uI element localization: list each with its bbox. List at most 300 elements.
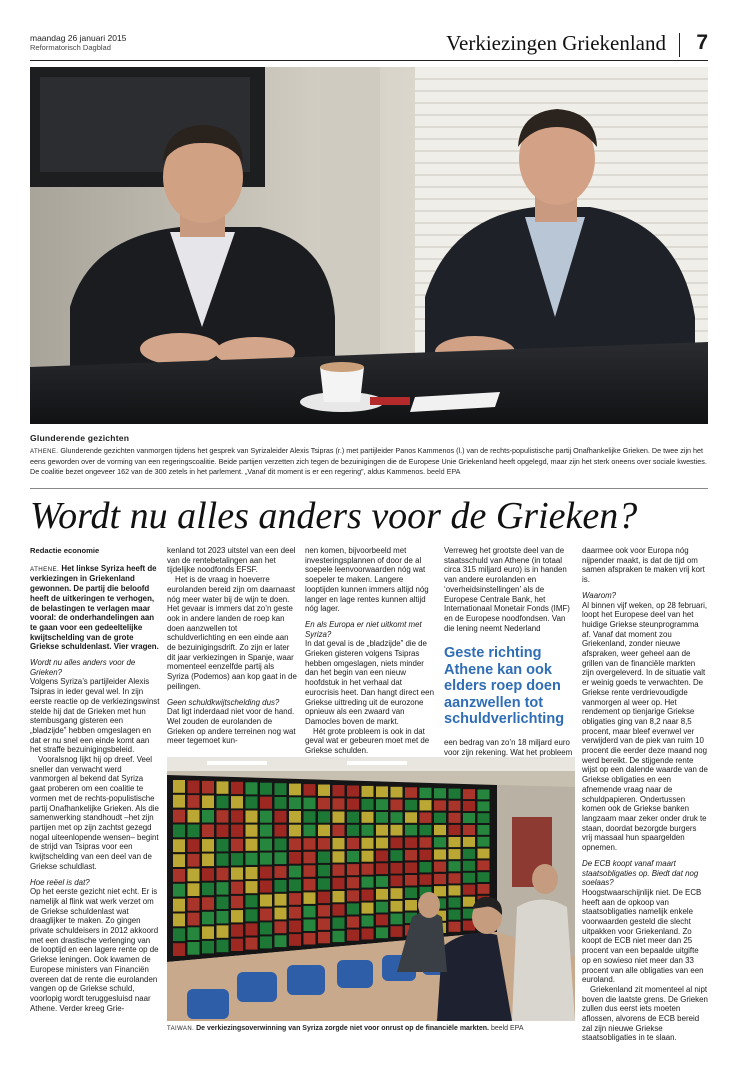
board-cell: [188, 810, 200, 823]
board-cell: [478, 837, 490, 847]
article-column-2: [167, 546, 297, 746]
board-cell: [449, 849, 461, 859]
board-cell: [318, 785, 330, 796]
board-cell: [188, 825, 200, 838]
board-cell: [304, 906, 316, 918]
board-cell: [246, 825, 258, 837]
board-cell: [333, 838, 345, 849]
question-2: Hoe reëel is dat?: [30, 877, 90, 887]
top-caption-place: ATHENE.: [30, 448, 59, 455]
board-cell: [260, 839, 272, 851]
board-cell: [391, 800, 403, 811]
board-cell: [362, 838, 374, 849]
board-cell: [391, 825, 403, 836]
board-cell: [260, 936, 272, 948]
board-cell: [333, 812, 345, 823]
board-cell: [217, 897, 229, 909]
board-cell: [231, 853, 243, 865]
paragraph: Het is de vraag in hoeverre eurolanden bereid zijn om daarnaast nóg meer water bij de wijn te doen. Het gevaar is immers dat zo’n geste ook in andere landen de roep kan doen aanzwellen tot schuldverlichting en een einde aan de bezuinigingsdrift. Zo zijn er later dit jaar verkiezingen in Spanje, waar momenteel eenzelfde partij als Syriza (Podemos) aan kop gaat in de peilingen.: [167, 575, 297, 691]
board-cell: [318, 838, 330, 849]
board-cell: [376, 902, 388, 913]
board-cell: [217, 810, 229, 822]
board-cell: [347, 825, 359, 836]
board-cell: [231, 825, 243, 837]
board-cell: [173, 884, 185, 897]
board-cell: [434, 874, 446, 884]
board-cell: [434, 837, 446, 847]
board-cell: [202, 926, 214, 939]
board-cell: [405, 787, 417, 798]
board-cell: [347, 877, 359, 888]
board-cell: [202, 796, 214, 809]
board-cell: [173, 839, 185, 852]
board-cell: [347, 930, 359, 941]
board-cell: [275, 894, 287, 906]
board-cell: [289, 907, 301, 919]
board-cell: [333, 891, 345, 902]
board-cell: [231, 910, 243, 922]
paragraph: Vooralsnog lijkt hij op dreef. Veel sneller dan verwacht werd vanmorgen al bekend dat Syriza gaat proberen om een coalitie te vormen met de rechts-populistische partij Onafhankelijke Grieken. Als die samenwerking standhoudt –het zijn partijen met op zijn zachtst gezegd nogal uiteenlopende wensen– begint de strijd van Tsipras voor een kwijtschelding van een deel van de Griekse schuldlast.: [30, 755, 159, 871]
board-cell: [202, 941, 214, 954]
board-cell: [347, 890, 359, 901]
board-cell: [449, 801, 461, 811]
board-cell: [304, 892, 316, 904]
board-cell: [173, 854, 185, 867]
board-cell: [463, 849, 475, 859]
board-cell: [231, 939, 243, 951]
board-cell: [449, 922, 461, 932]
board-cell: [173, 914, 185, 927]
board-cell: [362, 929, 374, 940]
section-title: Verkiezingen Griekenland: [446, 31, 666, 55]
board-cell: [391, 787, 403, 798]
board-cell: [304, 784, 316, 796]
dateline-place: ATHENE.: [30, 565, 60, 573]
board-cell: [289, 852, 301, 864]
board-cell: [217, 853, 229, 865]
board-cell: [347, 838, 359, 849]
board-cell: [391, 888, 403, 899]
board-cell: [405, 837, 417, 848]
board-cell: [217, 781, 229, 793]
board-cell: [405, 900, 417, 911]
board-cell: [217, 868, 229, 880]
board-cell: [289, 838, 301, 850]
board-cell: [347, 917, 359, 928]
board-cell: [420, 850, 432, 860]
board-cell: [347, 786, 359, 797]
bottom-caption-place: TAIWAN.: [167, 1026, 195, 1032]
board-cell: [376, 812, 388, 823]
board-cell: [405, 825, 417, 836]
paragraph: Griekenland zit momenteel al nipt boven die laatste grens. De Grieken zullen dus eerst iets moeten aflossen, alvorens de ECB bereid zal zijn nieuwe Griekse staatsobligaties in te slaan.: [582, 984, 708, 1043]
board-cell: [173, 810, 185, 823]
question-5: Waarom?: [582, 590, 617, 600]
article-headline: Wordt nu alles anders voor de Grieken?: [30, 495, 638, 537]
board-cell: [246, 796, 258, 808]
board-cell: [318, 878, 330, 889]
board-cell: [304, 933, 316, 945]
board-cell: [449, 873, 461, 883]
board-cell: [362, 864, 374, 875]
board-cell: [217, 796, 229, 808]
paragraph: Verreweg het grootste deel van de staatsschuld van Athene (in totaal circa 315 miljard euro) is in handen van andere eurolanden en ‘overheidsinstellingen’ als de Europese Centrale Bank, het Internationaal Monetair Fonds (IMF) en de Europese noodfondsen. Van die lening neemt Nederland: [444, 546, 570, 633]
board-cell: [318, 825, 330, 836]
board-cell: [333, 785, 345, 796]
board-cell: [217, 882, 229, 894]
board-cell: [246, 909, 258, 921]
board-cell: [188, 942, 200, 955]
board-cell: [478, 849, 490, 859]
board-cell: [260, 909, 272, 921]
lead-paragraph: [30, 564, 160, 652]
board-cell: [478, 872, 490, 882]
board-cell: [405, 888, 417, 899]
board-cell: [333, 825, 345, 836]
board-cell: [289, 893, 301, 905]
board-cell: [202, 839, 214, 852]
board-cell: [231, 810, 243, 822]
board-cell: [376, 876, 388, 887]
board-cell: [376, 838, 388, 849]
board-cell: [362, 877, 374, 888]
issue-date: maandag 26 januari 2015: [30, 33, 127, 43]
board-cell: [405, 875, 417, 886]
board-cell: [304, 811, 316, 823]
board-cell: [420, 837, 432, 847]
board-cell: [260, 783, 272, 795]
board-cell: [260, 922, 272, 934]
board-cell: [449, 910, 461, 920]
paragraph: Al binnen vijf weken, op 28 februari, loopt het Europese deel van het huidige Griekse steunprogramma af. Vanaf dat moment zou Griekenland, zonder nieuwe afspraken, weer geheel aan de grillen van de financiële markten zijn overgeleverd. In de situatie valt er weinig goeds te verwachten. De Griekse rente verdrievoudigde vanmorgen al weer op. Het rendement op tienjarige Griekse obligaties ging van 8,2 naar 8,5 procent, maar bleef evenwel ver verwijderd van de piek van ruim 10 procent die eerder deze maand nog werd bereikt. De stijgende rente wijst op een dalende waarde van de Griekse obligaties en een afnemende vraag naar de schuldpapieren. Ondertussen komen ook de Griekse banken langzaam maar zeker onder druk te staan, doordat bezorgde burgers vrij massaal hun spaargelden opnemen.: [582, 600, 708, 853]
board-cell: [202, 912, 214, 925]
board-cell: [463, 813, 475, 823]
paragraph: Hét grote probleem is ook in dat geval wat er gebeuren moet met de Griekse schulden.: [305, 726, 430, 756]
board-cell: [478, 790, 490, 800]
board-cell: [333, 931, 345, 942]
board-cell: [188, 781, 200, 794]
board-cell: [188, 869, 200, 882]
board-cell: [362, 851, 374, 862]
bottom-photo-caption: [167, 1024, 575, 1034]
board-cell: [420, 874, 432, 884]
board-cell: [391, 876, 403, 887]
top-caption-text: Glunderende gezichten vanmorgen tijdens het gesprek van Syrizaleider Alexis Tsipras (r.) met partijleider Panos Kammenos (l.) van de rechts-populistische partij Onafhankelijke Grieken. De twee zijn het eens geworden over de vorming van een regeringscoalitie. Beide partijen verzetten zich tegen de bezuinigingen die de Europese Unie Griekenland heeft opgelegd, maar zijn het sterk oneens over sociale kwesties. De coalitie bezet ongeveer 162 van de 300 zetels in het parlement. „Vanaf dit moment is er een regering”, aldus Kammenos.: [30, 445, 707, 476]
board-cell: [275, 852, 287, 864]
board-cell: [420, 862, 432, 872]
board-cell: [275, 921, 287, 933]
board-cell: [202, 897, 214, 910]
board-cell: [420, 788, 432, 798]
board-cell: [391, 926, 403, 937]
board-cell: [260, 895, 272, 907]
board-cell: [202, 854, 214, 867]
board-cell: [188, 883, 200, 896]
lead-text: Het linkse Syriza heeft de verkiezingen in Griekenland gewonnen. De partij die beloofd heeft de uitkeringen te verhogen, de belastingen te verlagen maar vooral: de onderhandelingen aan te gaan voor een gedeeltelijke kwijtschelding van de grote Griekse schuldenlast. Vier vragen.: [30, 563, 159, 652]
top-photo-caption: [30, 434, 708, 476]
board-cell: [463, 789, 475, 799]
board-cell: [463, 885, 475, 895]
board-cell: [304, 879, 316, 891]
board-cell: [420, 813, 432, 823]
board-cell: [260, 881, 272, 893]
board-cell: [362, 916, 374, 927]
board-cell: [434, 800, 446, 810]
board-cell: [449, 898, 461, 908]
board-cell: [463, 825, 475, 835]
board-cell: [405, 800, 417, 811]
board-cell: [289, 797, 301, 809]
board-cell: [434, 849, 446, 859]
board-cell: [188, 927, 200, 940]
board-cell: [231, 924, 243, 936]
article-column-5: [582, 546, 708, 1043]
board-cell: [478, 801, 490, 811]
board-cell: [260, 811, 272, 823]
board-cell: [231, 796, 243, 808]
board-cell: [362, 786, 374, 797]
board-cell: [318, 798, 330, 809]
top-caption-title: Glunderende gezichten: [30, 433, 130, 443]
board-cell: [376, 863, 388, 874]
board-cell: [246, 853, 258, 865]
board-cell: [405, 850, 417, 861]
board-cell: [202, 781, 214, 794]
paragraph: een bedrag van zo’n 18 miljard euro voor zijn rekening. Wat het probleem: [444, 737, 573, 757]
board-cell: [304, 920, 316, 932]
board-cell: [173, 780, 185, 793]
board-cell: [260, 825, 272, 837]
board-cell: [478, 813, 490, 823]
board-cell: [173, 795, 185, 808]
board-cell: [420, 825, 432, 835]
board-cell: [173, 943, 185, 956]
board-cell: [231, 839, 243, 851]
board-cell: [463, 801, 475, 811]
board-cell: [434, 813, 446, 823]
board-cell: [318, 905, 330, 916]
board-cell: [173, 899, 185, 912]
board-cell: [405, 812, 417, 823]
board-cell: [362, 825, 374, 836]
board-cell: [333, 918, 345, 929]
article-column-1: [30, 546, 160, 1013]
stock-board-photo-illustration: [167, 757, 575, 1021]
board-cell: [376, 825, 388, 836]
board-cell: [231, 896, 243, 908]
board-cell: [478, 884, 490, 894]
board-cell: [246, 811, 258, 823]
board-cell: [391, 850, 403, 861]
board-cell: [246, 782, 258, 794]
board-cell: [260, 867, 272, 879]
board-cell: [463, 873, 475, 883]
board-cell: [463, 837, 475, 847]
board-cell: [434, 886, 446, 896]
board-cell: [478, 825, 490, 835]
board-cell: [231, 782, 243, 794]
board-cell: [376, 915, 388, 926]
board-cell: [376, 927, 388, 938]
board-cell: [318, 865, 330, 876]
board-cell: [173, 869, 185, 882]
board-cell: [246, 938, 258, 950]
question-3: Geen schuldkwijtschelding dus?: [167, 697, 280, 707]
board-cell: [347, 812, 359, 823]
paragraph: Op het eerste gezicht niet echt. Er is namelijk al flink wat werk verzet om de Griekse schuldenlast wat draaglijker te maken. Zo gingen private schuldeisers in 2012 akkoord met een drastische verlenging van de looptijd en een lagere rente op de Griekse leningen. Ook kwamen de Europese ministers van Financiën overeen dat de rente die eurolanden vangen op de Griekse schuld, voorlopig wordt teruggesluisd naar Athene. Verder kreeg Grie-: [30, 887, 159, 1013]
board-cell: [188, 795, 200, 808]
board-cell: [275, 797, 287, 809]
board-cell: [231, 867, 243, 879]
question-6: De ECB koopt vanaf maart staatsobligaties op. Biedt dat nog soelaas?: [582, 858, 699, 888]
board-cell: [246, 895, 258, 907]
board-cell: [304, 865, 316, 877]
board-cell: [449, 861, 461, 871]
paragraph: Volgens Syriza’s partijleider Alexis Tsipras in ieder geval wel. In zijn eerste reactie op de verkiezingswinst stelde hij dat de Grieken met hun stembusgang gisteren een „bladzijde” hebben omgeslagen en dat er nu snel een einde komt aan het straffe bezuinigingsbeleid.: [30, 677, 160, 755]
article-column-4: [444, 546, 576, 767]
board-cell: [391, 812, 403, 823]
board-cell: [217, 911, 229, 923]
board-cell: [391, 863, 403, 874]
pull-quote: Geste richting Athene kan ook elders roep doen aanzwellen tot schuldverlichting: [444, 645, 565, 728]
board-cell: [347, 903, 359, 914]
board-cell: [362, 903, 374, 914]
board-cell: [333, 851, 345, 862]
board-cell: [362, 890, 374, 901]
bottom-caption-text: De verkiezingsoverwinning van Syriza zorgde niet voor onrust op de financiële markten.: [194, 1025, 489, 1032]
board-cell: [289, 934, 301, 946]
board-cell: [202, 883, 214, 896]
board-cell: [449, 837, 461, 847]
board-cell: [289, 811, 301, 823]
board-cell: [173, 825, 185, 838]
paragraph: Dat ligt inderdaad niet voor de hand. Wel zouden de eurolanden de Grieken op andere terreinen nog wat meer tegemoet kun-: [167, 707, 296, 746]
board-cell: [434, 788, 446, 798]
board-cell: [275, 783, 287, 795]
board-cell: [202, 868, 214, 881]
board-cell: [362, 812, 374, 823]
article-column-3: [305, 546, 437, 756]
board-cell: [376, 799, 388, 810]
board-cell: [449, 885, 461, 895]
board-cell: [275, 839, 287, 851]
board-cell: [391, 914, 403, 925]
board-cell: [289, 784, 301, 796]
board-cell: [260, 797, 272, 809]
board-cell: [231, 882, 243, 894]
board-cell: [318, 919, 330, 930]
board-cell: [246, 867, 258, 879]
board-cell: [246, 923, 258, 935]
board-cell: [376, 786, 388, 797]
board-cell: [275, 825, 287, 837]
board-cell: [289, 866, 301, 878]
board-cell: [275, 880, 287, 892]
board-cell: [188, 913, 200, 926]
top-photo: [30, 67, 708, 424]
board-cell: [376, 851, 388, 862]
board-cell: [333, 904, 345, 915]
board-cell: [217, 839, 229, 851]
newspaper-name: Reformatorisch Dagblad: [30, 43, 111, 52]
board-cell: [333, 798, 345, 809]
board-cell: [391, 901, 403, 912]
board-cell: [202, 810, 214, 823]
board-cell: [217, 925, 229, 937]
board-cell: [275, 866, 287, 878]
board-cell: [246, 881, 258, 893]
board-cell: [289, 879, 301, 891]
board-cell: [463, 897, 475, 907]
board-cell: [275, 811, 287, 823]
board-cell: [275, 908, 287, 920]
board-cell: [188, 898, 200, 911]
board-cell: [347, 864, 359, 875]
board-cell: [289, 921, 301, 933]
board-cell: [449, 813, 461, 823]
bottom-photo: [167, 757, 575, 1021]
board-cell: [173, 928, 185, 941]
top-caption-credit: beeld EPA: [425, 466, 461, 476]
meeting-photo-illustration: [30, 67, 708, 424]
paragraph: daarmee ook voor Europa nóg nijpender maakt, is dat de tijd om samen afspraken te maken vrij kort is.: [582, 546, 705, 585]
board-cell: [318, 932, 330, 943]
board-cell: [217, 940, 229, 952]
board-cell: [304, 798, 316, 810]
board-cell: [391, 838, 403, 849]
board-cell: [202, 825, 214, 838]
masthead: [30, 33, 708, 61]
board-cell: [376, 889, 388, 900]
board-cell: [188, 854, 200, 867]
board-cell: [304, 838, 316, 850]
headline-rule: [30, 488, 708, 489]
paragraph: Hoogstwaarschijnlijk niet. De ECB heeft aan de opkoop van staatsobligaties namelijk enkele voorwaarden gesteld die slecht uitpakken voor Griekenland. Zo koopt de ECB niet meer dan 25 procent van een bepaalde uitgifte op en sowieso niet meer dan 33 procent van alle obligaties van een euroland.: [582, 887, 704, 985]
paragraph: kenland tot 2023 uitstel van een deel van de rentebetalingen aan het tijdelijke noodfonds EFSF.: [167, 546, 296, 575]
page-number: 7: [696, 31, 708, 54]
board-cell: [318, 811, 330, 822]
question-1: Wordt nu alles anders voor de Grieken?: [30, 658, 136, 677]
board-cell: [217, 825, 229, 837]
board-cell: [304, 825, 316, 837]
board-cell: [449, 825, 461, 835]
board-cell: [420, 800, 432, 810]
board-cell: [275, 935, 287, 947]
board-cell: [478, 860, 490, 870]
paragraph: In dat geval is de „bladzijde” die de Grieken gisteren volgens Tsipras hebben omgeslagen, niets minder dan het begin van een nieuw hoofdstuk in het verhaal dat eurocrisis heet. Dan hangt direct een Griekse uittreding uit de eurozone opnieuw als een zwaard van Damocles boven de markt.: [305, 639, 434, 726]
question-4: En als Europa er niet uitkomt met Syriza?: [305, 619, 422, 639]
bottom-caption-credit: beeld EPA: [489, 1025, 524, 1032]
board-cell: [347, 799, 359, 810]
paragraph: nen komen, bijvoorbeeld met investeringsplannen of door de al soepele leenvoorwaarden nóg wat soepeler te maken. Langere looptijden kunnen immers altijd nóg langer en lage rentes kunnen altijd nóg lager.: [305, 546, 429, 614]
board-cell: [333, 865, 345, 876]
board-cell: [318, 852, 330, 863]
board-cell: [362, 799, 374, 810]
board-cell: [246, 839, 258, 851]
board-cell: [463, 861, 475, 871]
byline: Redactie economie: [30, 546, 100, 555]
board-cell: [318, 892, 330, 903]
board-cell: [405, 863, 417, 874]
board-cell: [289, 825, 301, 837]
board-cell: [434, 825, 446, 835]
board-cell: [304, 852, 316, 864]
board-cell: [188, 839, 200, 852]
board-cell: [260, 853, 272, 865]
header-divider: [679, 33, 680, 57]
board-cell: [434, 862, 446, 872]
board-cell: [347, 851, 359, 862]
